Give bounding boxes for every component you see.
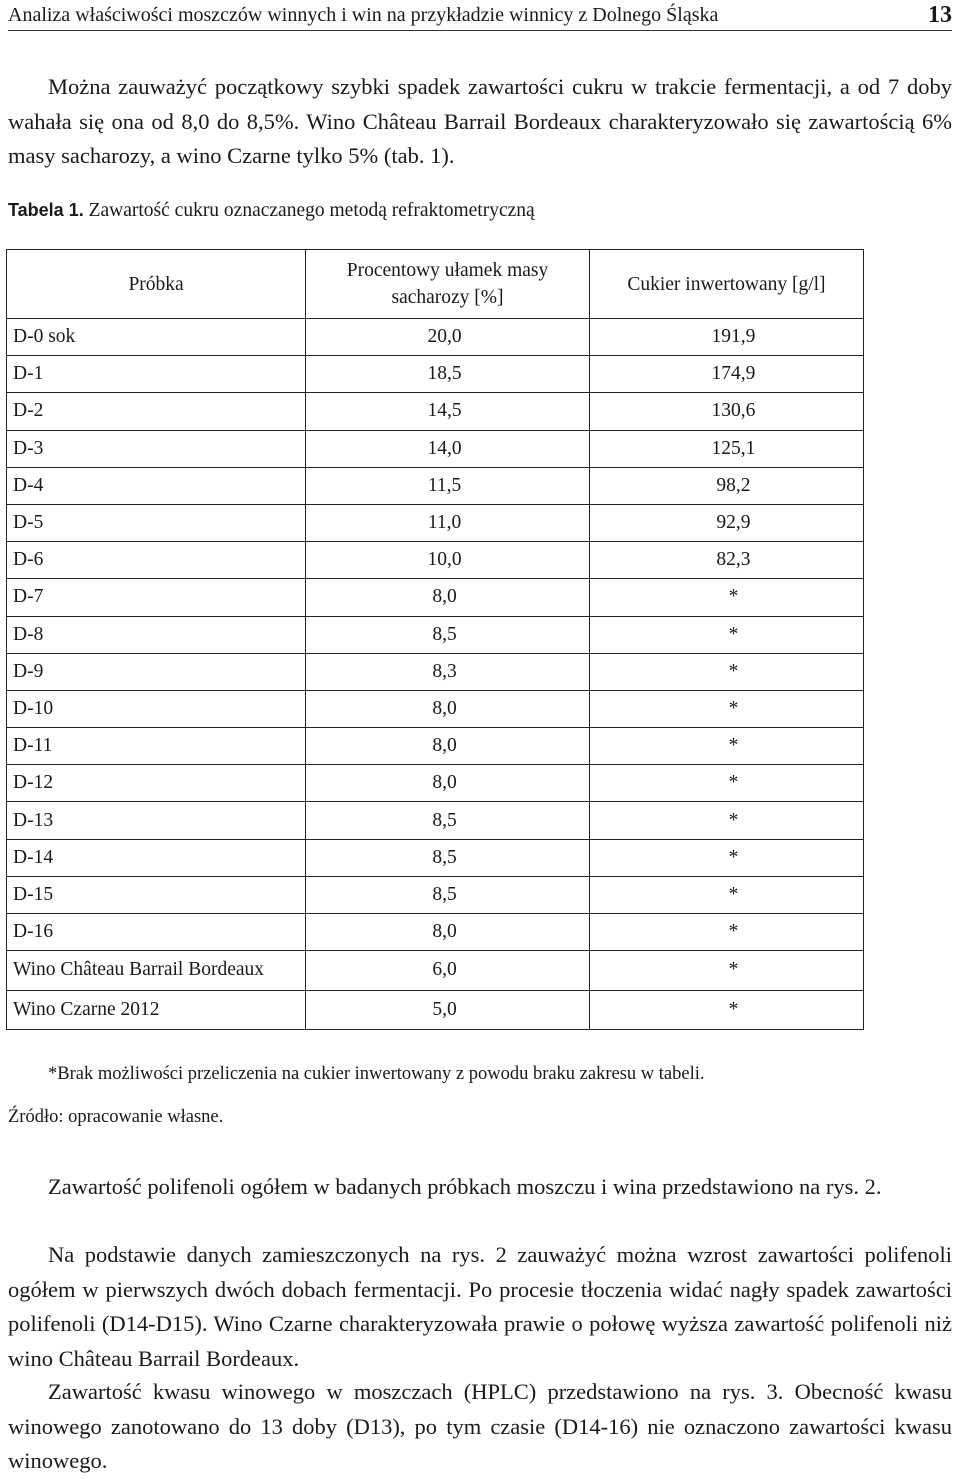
- table-caption-text: Zawartość cukru oznaczanego metodą refraktometryczną: [88, 200, 535, 221]
- cell-invert-sugar: *: [589, 765, 863, 802]
- paragraph-intro: [8, 70, 952, 174]
- table-source: Źródło: opracowanie własne.: [8, 1107, 224, 1127]
- cell-sample: Wino Czarne 2012: [7, 990, 306, 1030]
- cell-sample: D-5: [7, 504, 306, 541]
- table-header-row: [7, 250, 864, 319]
- table-row: [7, 616, 864, 653]
- paragraph-tartaric-acid: [8, 1375, 952, 1479]
- cell-invert-sugar: *: [589, 839, 863, 876]
- paragraph-intro-text: Można zauważyć początkowy szybki spadek zawartości cukru w trakcie fermentacji, a od 7 doby wahała się ona od 8,0 do 8,5%. Wino Château Barrail Bordeaux charakteryzowało się zawartością 6% masy sacharozy, a wino Czarne tylko 5% (tab. 1).: [8, 74, 952, 168]
- cell-sample: D-14: [7, 839, 306, 876]
- table-row: [7, 319, 864, 356]
- cell-invert-sugar: *: [589, 616, 863, 653]
- cell-invert-sugar: *: [589, 876, 863, 913]
- table-row: [7, 839, 864, 876]
- cell-invert-sugar: *: [589, 802, 863, 839]
- cell-invert-sugar: 98,2: [589, 467, 863, 504]
- cell-sucrose: 8,0: [306, 914, 590, 951]
- cell-invert-sugar: *: [589, 579, 863, 616]
- cell-sample: D-10: [7, 690, 306, 727]
- cell-sample: D-15: [7, 876, 306, 913]
- column-header-invert-sugar: Cukier inwertowany [g/l]: [589, 250, 863, 319]
- cell-sample: D-3: [7, 430, 306, 467]
- paragraph-polyphenols: [8, 1170, 952, 1205]
- page-number: 13: [928, 2, 952, 28]
- cell-sucrose: 18,5: [306, 356, 590, 393]
- table-row: [7, 765, 864, 802]
- cell-sample: D-1: [7, 356, 306, 393]
- cell-invert-sugar: *: [589, 951, 863, 991]
- running-header: [8, 0, 952, 31]
- table-row: [7, 467, 864, 504]
- cell-sucrose: 8,3: [306, 653, 590, 690]
- cell-sucrose: 5,0: [306, 990, 590, 1030]
- table-row: [7, 356, 864, 393]
- cell-invert-sugar: 92,9: [589, 504, 863, 541]
- sugar-content-table: [6, 249, 864, 1030]
- cell-invert-sugar: 130,6: [589, 393, 863, 430]
- paragraph-polyphenols-text: Zawartość polifenoli ogółem w badanych próbkach moszczu i wina przedstawiono na rys. 2.: [48, 1174, 882, 1199]
- cell-sucrose: 14,0: [306, 430, 590, 467]
- cell-sample: D-13: [7, 802, 306, 839]
- cell-sample: D-11: [7, 728, 306, 765]
- cell-sample: D-16: [7, 914, 306, 951]
- table-row: [7, 393, 864, 430]
- table-row: [7, 504, 864, 541]
- paragraph-tartaric-acid-text: Zawartość kwasu winowego w moszczach (HPLC) przedstawiono na rys. 3. Obecność kwasu winowego zanotowano do 13 doby (D13), po tym czasie (D14-16) nie oznaczono zawartości kwasu winowego.: [8, 1379, 952, 1473]
- table-label: Tabela 1.: [8, 200, 84, 220]
- paragraph-polyphenols-analysis: [8, 1238, 952, 1376]
- cell-sucrose: 8,5: [306, 876, 590, 913]
- cell-sample: D-2: [7, 393, 306, 430]
- cell-sucrose: 8,0: [306, 765, 590, 802]
- cell-invert-sugar: *: [589, 728, 863, 765]
- cell-sample: D-9: [7, 653, 306, 690]
- cell-sucrose: 11,5: [306, 467, 590, 504]
- table-row: [7, 990, 864, 1030]
- cell-sucrose: 20,0: [306, 319, 590, 356]
- cell-sample: D-8: [7, 616, 306, 653]
- table-row: [7, 690, 864, 727]
- cell-invert-sugar: *: [589, 990, 863, 1030]
- cell-sample: D-7: [7, 579, 306, 616]
- table-row: [7, 728, 864, 765]
- table-row: [7, 653, 864, 690]
- column-header-sample: Próbka: [7, 250, 306, 319]
- cell-invert-sugar: *: [589, 914, 863, 951]
- table-row: [7, 914, 864, 951]
- cell-sucrose: 8,0: [306, 690, 590, 727]
- cell-invert-sugar: 125,1: [589, 430, 863, 467]
- table-row: [7, 802, 864, 839]
- table-row: [7, 430, 864, 467]
- cell-sucrose: 14,5: [306, 393, 590, 430]
- cell-sample: D-6: [7, 542, 306, 579]
- table-row: [7, 579, 864, 616]
- cell-sample: D-12: [7, 765, 306, 802]
- cell-invert-sugar: 82,3: [589, 542, 863, 579]
- cell-sucrose: 10,0: [306, 542, 590, 579]
- table-row: [7, 876, 864, 913]
- table-footnote: *Brak możliwości przeliczenia na cukier inwertowany z powodu braku zakresu w tabeli.: [48, 1064, 705, 1084]
- cell-sucrose: 6,0: [306, 951, 590, 991]
- cell-sucrose: 8,5: [306, 616, 590, 653]
- column-header-sucrose-percent: Procentowy ułamek masy sacharozy [%]: [306, 250, 590, 319]
- paragraph-polyphenols-analysis-text: Na podstawie danych zamieszczonych na rys. 2 zauważyć można wzrost zawartości polifenoli ogółem w pierwszych dwóch dobach fermentacji. Po procesie tłoczenia widać nagły spadek zawartości polifenoli (D14-D15). Wino Czarne charakteryzowała prawie o połowę wyższa zawartość polifenoli niż wino Château Barrail Bordeaux.: [8, 1242, 952, 1371]
- cell-sucrose: 8,5: [306, 839, 590, 876]
- cell-invert-sugar: *: [589, 653, 863, 690]
- cell-sucrose: 8,5: [306, 802, 590, 839]
- cell-invert-sugar: 191,9: [589, 319, 863, 356]
- cell-invert-sugar: 174,9: [589, 356, 863, 393]
- cell-sample: D-0 sok: [7, 319, 306, 356]
- cell-sample: D-4: [7, 467, 306, 504]
- cell-sucrose: 8,0: [306, 579, 590, 616]
- table-row: [7, 951, 864, 991]
- cell-sucrose: 11,0: [306, 504, 590, 541]
- cell-sucrose: 8,0: [306, 728, 590, 765]
- table-caption: [8, 200, 535, 222]
- cell-invert-sugar: *: [589, 690, 863, 727]
- running-title: Analiza właściwości moszczów winnych i win na przykładzie winnicy z Dolnego Śląska: [8, 4, 719, 26]
- cell-sample: Wino Château Barrail Bordeaux: [7, 951, 306, 991]
- table-row: [7, 542, 864, 579]
